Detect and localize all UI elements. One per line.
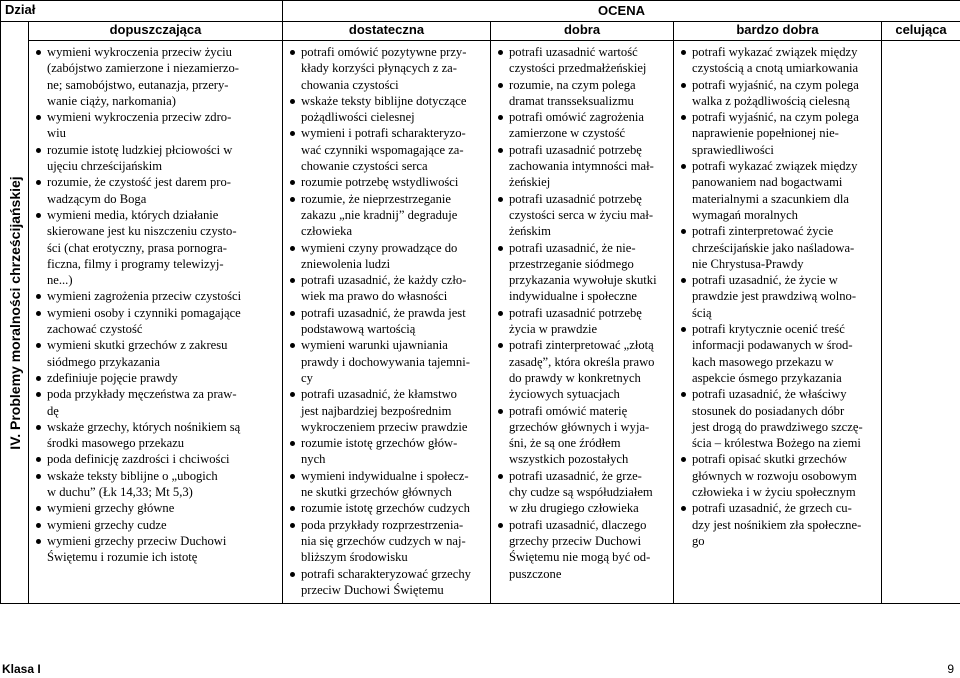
grade-header-dobra: dobra — [491, 22, 674, 41]
list-item: potrafi uzasadnić, że życie w prawdzie jest prawdziwą wolno- ścią — [678, 272, 879, 321]
list-item: potrafi uzasadnić, że grzech cu- dzy jest nośnikiem zła społeczne- go — [678, 500, 879, 549]
list-item: potrafi uzasadnić, że właściwy stosunek do posiadanych dóbr jest drogą do prawdziwego szczę- ścia – królestwa Bożego na ziemi — [678, 386, 879, 451]
list-item: poda przykłady męczeństwa za praw- dę — [33, 386, 280, 419]
list-item: potrafi uzasadnić potrzebę czystości serca w życiu mał- żeńskim — [495, 191, 671, 240]
grade-header-dopuszczajaca: dopuszczająca — [29, 22, 283, 41]
dzial-header: Dział — [1, 1, 283, 22]
list-item: potrafi uzasadnić potrzebę zachowania intymności mał- żeńskiej — [495, 142, 671, 191]
list-item: poda przykłady rozprzestrzenia- nia się grzechów cudzych w naj- bliższym środowisku — [287, 517, 488, 566]
list-item: potrafi uzasadnić, że każdy czło- wiek ma prawo do własności — [287, 272, 488, 305]
column-celujaca — [882, 41, 960, 604]
list-item: wymieni wykroczenia przeciw życiu (zabójstwo zamierzone i niezamierzo- ne; samobójstwo, eutanazja, przery- wanie ciąży, narkomania) — [33, 44, 280, 109]
list-item: potrafi uzasadnić, że grze- chy cudze są współudziałem w złu drugiego człowieka — [495, 468, 671, 517]
list-item: wymieni skutki grzechów z zakresu siódmego przykazania — [33, 337, 280, 370]
list-item: potrafi uzasadnić wartość czystości przedmałżeńskiej — [495, 44, 671, 77]
list-item: rozumie, że czystość jest darem pro- wadzącym do Boga — [33, 174, 280, 207]
list-item: potrafi wyjaśnić, na czym polega walka z pożądliwością cielesną — [678, 77, 879, 110]
grade-header-celujaca: celująca — [882, 22, 960, 41]
list-item: wymieni grzechy główne — [33, 500, 280, 516]
list-item: potrafi krytycznie ocenić treść informacji podawanych w środ- kach masowego przekazu w aspekcie ósmego przykazania — [678, 321, 879, 386]
list-item: wymieni wykroczenia przeciw zdro- wiu — [33, 109, 280, 142]
list-item: rozumie istotę grzechów głów- nych — [287, 435, 488, 468]
list-item: poda definicję zazdrości i chciwości — [33, 451, 280, 467]
list-item: rozumie istotę grzechów cudzych — [287, 500, 488, 516]
list-item: potrafi omówić pozytywne przy- kłady korzyści płynących z za- chowania czystości — [287, 44, 488, 93]
list-item: wymieni osoby i czynniki pomagające zachować czystość — [33, 305, 280, 338]
list-item: potrafi wyjaśnić, na czym polega naprawienie popełnionej nie- sprawiedliwości — [678, 109, 879, 158]
list-item: rozumie, na czym polega dramat transseksualizmu — [495, 77, 671, 110]
list-item: potrafi zinterpretować życie chrześcijańskie jako naśladowa- nie Chrystusa-Prawdy — [678, 223, 879, 272]
column-dostateczna — [283, 41, 491, 604]
list-item: potrafi wykazać związek między czystością a cnotą umiarkowania — [678, 44, 879, 77]
section-label: IV. Problemy moralności chrześcijańskiej — [6, 175, 23, 450]
list-item: potrafi omówić materię grzechów głównych i wyja- śni, że są one źródłem wszystkich pozostałych — [495, 403, 671, 468]
list-item: wymieni i potrafi scharakteryzo- wać czynniki wspomagające za- chowanie czystości serca — [287, 125, 488, 174]
list-item: wymieni warunki ujawniania prawdy i dochowywania tajemni- cy — [287, 337, 488, 386]
list-item: wymieni grzechy cudze — [33, 517, 280, 533]
list-item: wymieni zagrożenia przeciw czystości — [33, 288, 280, 304]
list-item: wymieni grzechy przeciw Duchowi Świętemu i rozumie ich istotę — [33, 533, 280, 566]
list-item: wskaże teksty biblijne o „ubogich w duchu” (Łk 14,33; Mt 5,3) — [33, 468, 280, 501]
list-item: rozumie istotę ludzkiej płciowości w ujęciu chrześcijańskim — [33, 142, 280, 175]
list-item: potrafi uzasadnić potrzebę życia w prawdzie — [495, 305, 671, 338]
list-item: potrafi zinterpretować „złotą zasadę”, która określa prawo do prawdy w konkretnych życiowych sytuacjach — [495, 337, 671, 402]
grade-header-bardzo-dobra: bardzo dobra — [674, 22, 882, 41]
grade-header-dostateczna: dostateczna — [283, 22, 491, 41]
list-item: potrafi uzasadnić, dlaczego grzechy przeciw Duchowi Świętemu nie mogą być od- puszczone — [495, 517, 671, 582]
list-item: potrafi uzasadnić, że kłamstwo jest najbardziej bezpośrednim wykroczeniem przeciw prawdzie — [287, 386, 488, 435]
page-number: 9 — [947, 662, 954, 676]
list-item: potrafi uzasadnić, że nie- przestrzeganie siódmego przykazania wywołuje skutki indywidualne i społeczne — [495, 240, 671, 305]
list-item: wymieni czyny prowadzące do zniewolenia ludzi — [287, 240, 488, 273]
list-item: rozumie, że nieprzestrzeganie zakazu „nie kradnij” degraduje człowieka — [287, 191, 488, 240]
list-item: wskaże grzechy, których nośnikiem są środki masowego przekazu — [33, 419, 280, 452]
column-dopuszczajaca — [29, 41, 283, 604]
list-item: potrafi scharakteryzować grzechy przeciw Duchowi Świętemu — [287, 566, 488, 599]
column-dobra — [491, 41, 674, 604]
list-item: potrafi uzasadnić, że prawda jest podstawową wartością — [287, 305, 488, 338]
list-item: potrafi opisać skutki grzechów głównych w rozwoju osobowym człowieka i w życiu społecznym — [678, 451, 879, 500]
list-item: wskaże teksty biblijne dotyczące pożądliwości cielesnej — [287, 93, 488, 126]
column-bardzo-dobra — [674, 41, 882, 604]
class-label: Klasa I — [2, 662, 41, 676]
list-item: wymieni indywidualne i społecz- ne skutki grzechów głównych — [287, 468, 488, 501]
list-item: wymieni media, których działanie skierowane jest ku niszczeniu czysto- ści (chat erotyczny, prasa pornogra- ficzna, filmy i programy telewizyj- ne...) — [33, 207, 280, 288]
list-item: rozumie potrzebę wstydliwości — [287, 174, 488, 190]
list-item: zdefiniuje pojęcie prawdy — [33, 370, 280, 386]
list-item: potrafi wykazać związek między panowaniem nad bogactwami materialnymi a szacunkiem dla wymagań moralnych — [678, 158, 879, 223]
ocena-header: OCENA — [283, 1, 960, 22]
section-cell — [1, 22, 29, 604]
list-item: potrafi omówić zagrożenia zamierzone w czystość — [495, 109, 671, 142]
